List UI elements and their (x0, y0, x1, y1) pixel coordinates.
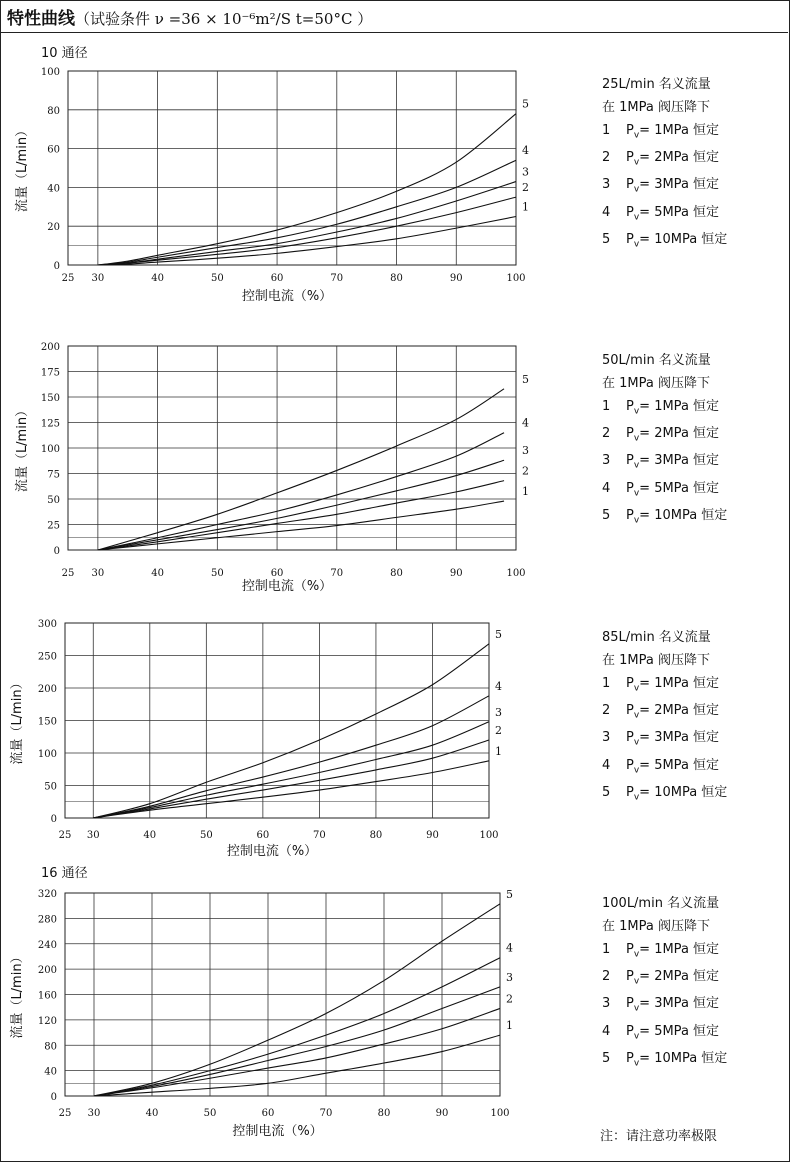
chart-100lpm (0, 882, 600, 1152)
test-condition: （试验条件 ν =36 × 10⁻⁶m²/S t=50°C ） (75, 9, 373, 28)
x-tick-label: 40 (151, 568, 164, 579)
plot-area-border (68, 71, 516, 265)
series-line-3 (98, 182, 516, 265)
y-tick-label: 0 (50, 1092, 57, 1103)
series-line-4 (93, 696, 489, 818)
legend-item-pressure: $P_v= 10MPa$ 恒定 (626, 785, 728, 803)
legend-item-number: 3 (602, 453, 611, 469)
title-bar (0, 0, 788, 33)
legend-rated-flow: 50L/min 名义流量 (602, 353, 711, 368)
legend-item-pressure: $P_v= 2MPa$ 恒定 (626, 968, 720, 987)
legend-item-pressure: $P_v= 2MPa$ 恒定 (626, 149, 720, 168)
legend-item-2 (602, 966, 727, 993)
legend-item-pressure: $P_v= 10MPa$ 恒定 (626, 232, 728, 250)
x-axis-title: 控制电流（%） (241, 579, 333, 594)
series-line-5 (98, 114, 516, 265)
legend-100lpm (602, 893, 727, 1076)
legend-25lpm (602, 74, 727, 257)
legend-item-pressure: $P_v= 1MPa$ 恒定 (626, 398, 720, 417)
y-tick-label: 100 (37, 749, 57, 760)
legend-item-number: 4 (602, 480, 611, 496)
y-tick-label: 0 (50, 814, 57, 825)
y-tick-label: 50 (44, 781, 57, 793)
y-tick-label: 100 (40, 444, 60, 455)
series-line-5 (98, 389, 504, 550)
legend-rated-flow: 85L/min 名义流量 (602, 630, 711, 645)
legend-item-number: 1 (602, 941, 611, 957)
y-axis-title: 流量（L/min） (10, 676, 25, 765)
legend-item-2 (602, 700, 727, 727)
y-tick-label: 250 (37, 651, 57, 663)
y-tick-label: 280 (37, 914, 57, 926)
legend-item-1 (602, 396, 727, 423)
x-tick-label: 50 (199, 830, 213, 841)
legend-item-number: 4 (602, 1023, 611, 1039)
y-tick-label: 40 (47, 183, 60, 195)
y-tick-label: 25 (47, 520, 60, 532)
chart-85lpm (0, 612, 600, 877)
legend-item-number: 2 (602, 968, 611, 984)
series-label-2: 2 (522, 181, 529, 195)
series-label-3: 3 (506, 970, 513, 984)
legend-item-number: 5 (602, 232, 611, 248)
x-tick-label: 25 (58, 1108, 72, 1119)
legend-item-pressure: $P_v= 10MPa$ 恒定 (626, 508, 728, 526)
y-tick-label: 160 (37, 990, 57, 1002)
legend-item-pressure: $P_v= 1MPa$ 恒定 (626, 122, 720, 141)
legend-item-3 (602, 727, 727, 754)
x-tick-label: 30 (86, 830, 100, 841)
series-label-4: 4 (522, 144, 529, 158)
series-label-1: 1 (506, 1019, 513, 1033)
x-tick-label: 25 (61, 568, 75, 579)
x-tick-label: 40 (151, 273, 164, 284)
x-tick-label: 30 (91, 273, 105, 284)
y-tick-label: 50 (47, 495, 60, 506)
x-tick-label: 90 (435, 1108, 449, 1119)
legend-item-pressure: $P_v= 5MPa$ 恒定 (626, 1023, 720, 1042)
legend-item-pressure: $P_v= 5MPa$ 恒定 (626, 480, 720, 499)
y-tick-label: 40 (44, 1066, 57, 1078)
series-label-1: 1 (495, 744, 502, 758)
legend-item-pressure: $P_v= 1MPa$ 恒定 (626, 675, 720, 694)
y-tick-label: 150 (37, 716, 57, 728)
y-tick-label: 80 (44, 1041, 57, 1053)
series-label-5: 5 (506, 887, 513, 901)
title-label: 特性曲线 (7, 8, 75, 29)
legend-item-3 (602, 993, 727, 1020)
legend-item-pressure: $P_v= 3MPa$ 恒定 (626, 453, 720, 471)
legend-item-number: 3 (602, 730, 611, 746)
legend-item-number: 2 (602, 149, 611, 165)
legend-pressure-drop: 在 1MPa 阀压降下 (602, 652, 710, 668)
x-tick-label: 60 (261, 1108, 275, 1119)
legend-pressure-drop: 在 1MPa 阀压降下 (602, 918, 710, 934)
x-tick-label: 90 (449, 273, 463, 284)
x-tick-label: 70 (330, 273, 344, 284)
series-line-1 (98, 501, 504, 550)
series-label-4: 4 (522, 416, 529, 430)
series-label-3: 3 (522, 444, 529, 458)
legend-rated-flow: 100L/min 名义流量 (602, 896, 720, 911)
series-line-5 (94, 904, 500, 1096)
legend-rated-flow: 25L/min 名义流量 (602, 77, 711, 92)
legend-item-number: 2 (602, 702, 611, 718)
legend-item-number: 1 (602, 675, 611, 691)
legend-item-pressure: $P_v= 2MPa$ 恒定 (626, 425, 720, 444)
legend-item-pressure: $P_v= 3MPa$ 恒定 (626, 730, 720, 748)
chart-25lpm (0, 60, 600, 330)
y-tick-label: 320 (37, 889, 57, 900)
series-label-2: 2 (522, 464, 529, 478)
y-tick-label: 100 (40, 67, 60, 78)
diameter-label-16: 16 通径 (41, 866, 88, 881)
series-label-3: 3 (495, 705, 502, 719)
x-tick-label: 80 (369, 830, 383, 841)
series-label-2: 2 (495, 724, 502, 737)
legend-item-pressure: $P_v= 10MPa$ 恒定 (626, 1051, 728, 1069)
y-tick-label: 175 (40, 367, 60, 379)
x-tick-label: 100 (506, 273, 526, 284)
chart-50lpm (0, 335, 600, 610)
y-tick-label: 80 (47, 105, 60, 117)
x-tick-label: 30 (87, 1108, 101, 1119)
y-tick-label: 0 (53, 546, 60, 557)
series-line-5 (93, 644, 489, 818)
x-tick-label: 50 (210, 568, 224, 579)
legend-pressure-drop: 在 1MPa 阀压降下 (602, 99, 710, 115)
x-tick-label: 70 (319, 1108, 333, 1119)
legend-item-pressure: $P_v= 3MPa$ 恒定 (626, 177, 720, 195)
legend-item-3 (602, 450, 727, 477)
series-label-1: 1 (522, 200, 529, 214)
y-axis-title: 流量（L/min） (10, 950, 25, 1039)
legend-item-number: 1 (602, 398, 611, 414)
x-tick-label: 80 (390, 273, 403, 284)
x-tick-label: 100 (479, 830, 499, 841)
x-tick-label: 40 (143, 830, 157, 841)
legend-item-number: 5 (602, 1051, 611, 1067)
x-tick-label: 70 (330, 568, 344, 579)
legend-item-2 (602, 147, 727, 174)
y-tick-label: 20 (47, 222, 60, 234)
legend-item-pressure: $P_v= 3MPa$ 恒定 (626, 996, 720, 1014)
x-tick-label: 100 (490, 1108, 510, 1119)
y-tick-label: 0 (53, 261, 60, 272)
x-axis-title: 控制电流（%） (232, 1124, 323, 1139)
y-tick-label: 125 (40, 418, 60, 430)
power-limit-note: 注：请注意功率极限 (600, 1129, 718, 1144)
x-tick-label: 25 (61, 273, 75, 284)
legend-item-5 (602, 229, 727, 256)
series-label-4: 4 (495, 679, 502, 693)
y-tick-label: 200 (37, 684, 57, 695)
legend-item-5 (602, 1048, 727, 1075)
legend-item-5 (602, 505, 727, 532)
series-label-1: 1 (522, 485, 529, 499)
legend-item-5 (602, 782, 727, 809)
legend-item-number: 3 (602, 177, 611, 193)
legend-85lpm (602, 627, 727, 810)
series-label-2: 2 (506, 992, 513, 1006)
y-tick-label: 200 (40, 342, 60, 353)
legend-pressure-drop: 在 1MPa 阀压降下 (602, 375, 710, 391)
legend-item-1 (602, 939, 727, 966)
x-tick-label: 70 (313, 830, 326, 841)
page-title (7, 4, 372, 29)
y-tick-label: 200 (37, 965, 57, 977)
legend-item-number: 5 (602, 785, 611, 801)
y-tick-label: 240 (37, 939, 57, 951)
legend-item-4 (602, 755, 727, 782)
series-line-1 (98, 217, 516, 266)
legend-item-4 (602, 1021, 727, 1048)
y-tick-label: 300 (37, 619, 57, 630)
legend-item-pressure: $P_v= 1MPa$ 恒定 (626, 941, 720, 960)
series-label-5: 5 (522, 372, 529, 386)
legend-item-number: 3 (602, 996, 611, 1012)
series-line-3 (94, 987, 500, 1096)
x-tick-label: 90 (449, 568, 463, 579)
series-label-5: 5 (522, 97, 529, 111)
series-label-5: 5 (495, 627, 502, 641)
legend-item-3 (602, 174, 727, 201)
series-label-3: 3 (522, 165, 529, 179)
legend-item-number: 2 (602, 425, 611, 441)
legend-item-pressure: $P_v= 5MPa$ 恒定 (626, 204, 720, 223)
y-axis-title: 流量（L/min） (15, 403, 30, 493)
x-axis-title: 控制电流（%） (226, 844, 318, 859)
x-tick-label: 80 (390, 568, 403, 579)
x-tick-label: 50 (203, 1108, 217, 1119)
x-axis-title: 控制电流（%） (241, 289, 333, 304)
diameter-label-10: 10 通径 (41, 46, 88, 61)
legend-item-number: 5 (602, 508, 611, 524)
legend-item-1 (602, 120, 727, 147)
x-tick-label: 50 (210, 273, 224, 284)
legend-item-pressure: $P_v= 5MPa$ 恒定 (626, 757, 720, 776)
x-tick-label: 60 (270, 568, 284, 579)
x-tick-label: 40 (145, 1108, 159, 1119)
x-tick-label: 30 (91, 568, 105, 579)
y-tick-label: 150 (40, 393, 60, 404)
legend-item-number: 1 (602, 122, 611, 138)
x-tick-label: 60 (270, 273, 284, 284)
x-tick-label: 25 (58, 830, 72, 841)
legend-item-1 (602, 673, 727, 700)
legend-50lpm (602, 350, 727, 533)
y-tick-label: 60 (47, 144, 60, 156)
x-tick-label: 100 (506, 568, 526, 579)
legend-item-4 (602, 478, 727, 505)
y-tick-label: 120 (37, 1015, 57, 1027)
legend-item-number: 4 (602, 204, 611, 220)
y-axis-title: 流量（L/min） (15, 123, 30, 213)
legend-item-2 (602, 423, 727, 450)
legend-item-pressure: $P_v= 2MPa$ 恒定 (626, 702, 720, 721)
x-tick-label: 90 (426, 830, 439, 841)
legend-item-number: 4 (602, 757, 611, 773)
series-line-4 (98, 160, 516, 265)
y-tick-label: 75 (47, 469, 60, 481)
x-tick-label: 80 (377, 1108, 391, 1119)
x-tick-label: 60 (256, 830, 270, 841)
legend-item-4 (602, 202, 727, 229)
series-label-4: 4 (506, 941, 513, 955)
